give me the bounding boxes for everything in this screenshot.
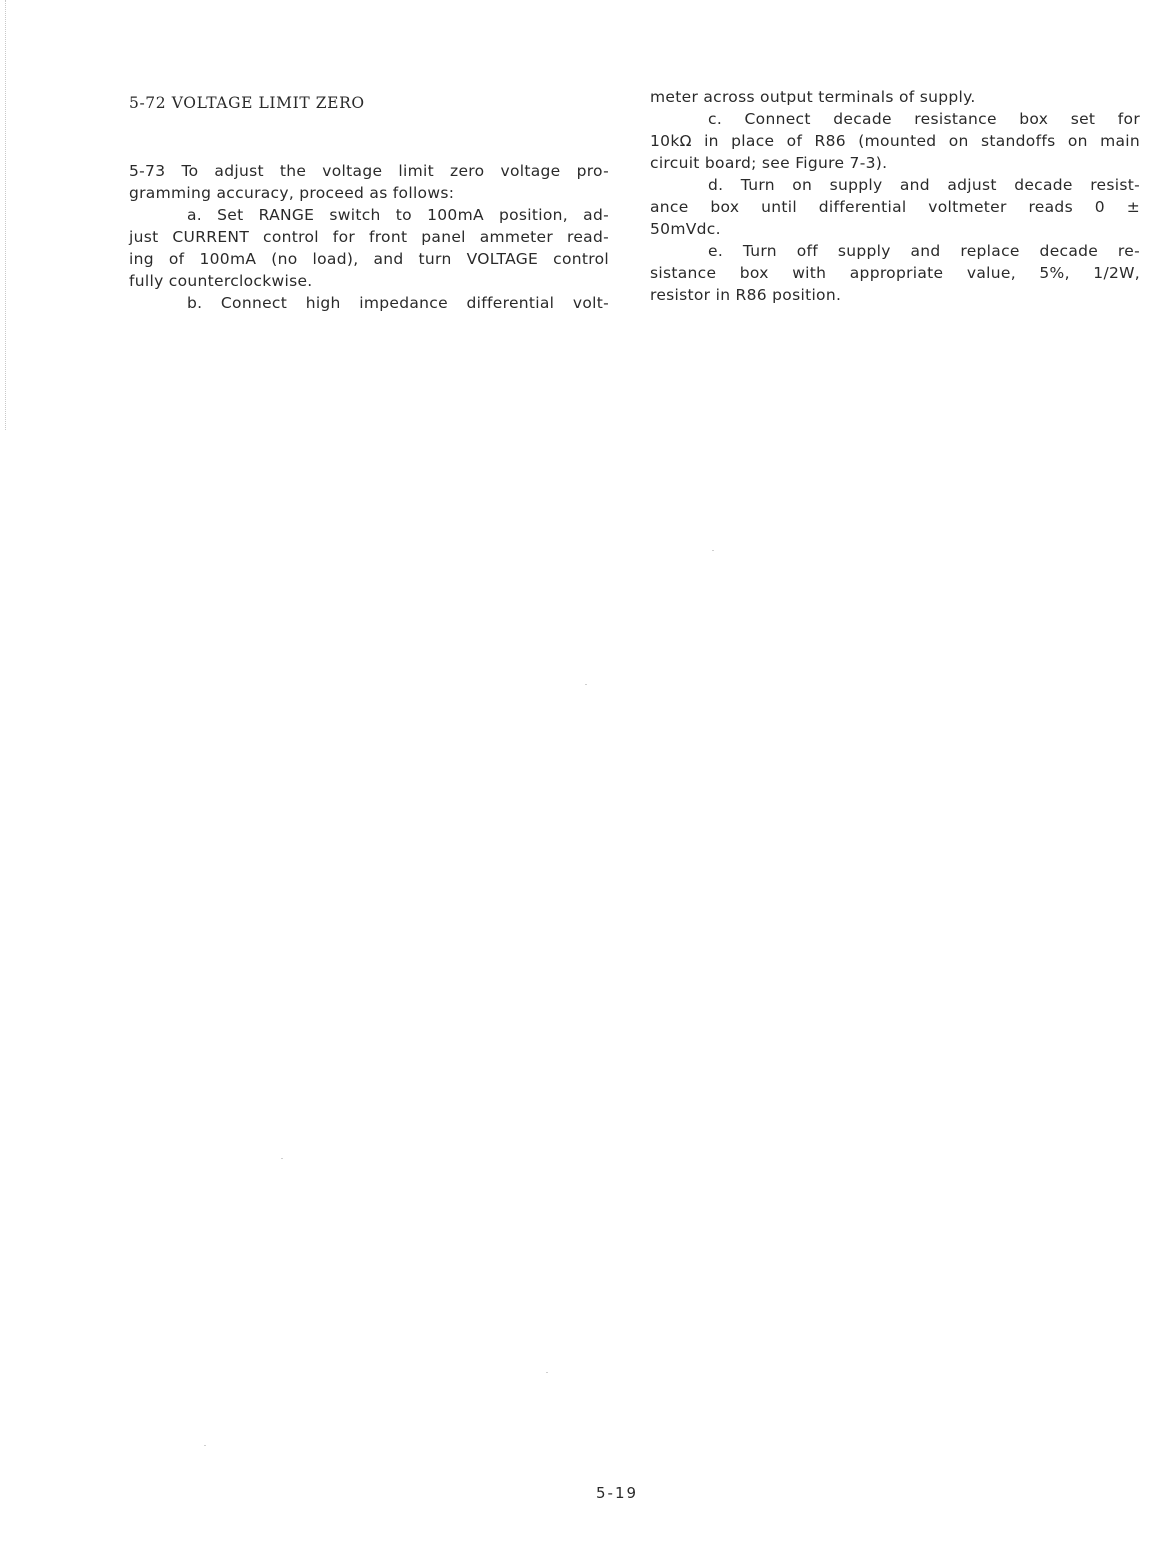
paragraph-line: circuit board; see Figure 7-3). xyxy=(650,154,888,172)
step-a-line: a. Set RANGE switch to 100mA position, ad- xyxy=(187,206,609,224)
paragraph-line: just CURRENT control for front panel ammeter read- xyxy=(129,228,609,246)
scan-speck xyxy=(585,684,587,685)
paragraph-line: ing of 100mA (no load), and turn VOLTAGE control xyxy=(129,250,609,268)
page-number: 5-19 xyxy=(596,1484,639,1502)
paragraph-line: resistor in R86 position. xyxy=(650,286,842,304)
scan-edge-artifact xyxy=(5,0,7,430)
step-c-line: c. Connect decade resistance box set for xyxy=(708,110,1140,128)
scan-speck xyxy=(281,1158,283,1159)
paragraph-line: 10kΩ in place of R86 (mounted on standoffs on main xyxy=(650,132,1140,150)
step-b-line: b. Connect high impedance differential volt- xyxy=(187,294,609,312)
paragraph-line: 50mVdc. xyxy=(650,220,721,238)
right-column xyxy=(650,86,1140,306)
left-column xyxy=(129,92,609,314)
paragraph-line: fully counterclockwise. xyxy=(129,272,313,290)
paragraph-line: sistance box with appropriate value, 5%, 1/2W, xyxy=(650,264,1140,282)
paragraph-line: gramming accuracy, proceed as follows: xyxy=(129,184,455,202)
scan-speck xyxy=(204,1445,206,1446)
scan-speck xyxy=(546,1372,548,1373)
section-heading: 5-72 VOLTAGE LIMIT ZERO xyxy=(129,94,365,112)
paragraph-line: meter across output terminals of supply. xyxy=(650,88,976,106)
step-e-line: e. Turn off supply and replace decade re- xyxy=(708,242,1140,260)
scan-speck xyxy=(712,550,714,551)
paragraph-line: ance box until differential voltmeter reads 0 ± xyxy=(650,198,1140,216)
paragraph-line: 5-73 To adjust the voltage limit zero voltage pro- xyxy=(129,162,609,180)
step-d-line: d. Turn on supply and adjust decade resist- xyxy=(708,176,1140,194)
